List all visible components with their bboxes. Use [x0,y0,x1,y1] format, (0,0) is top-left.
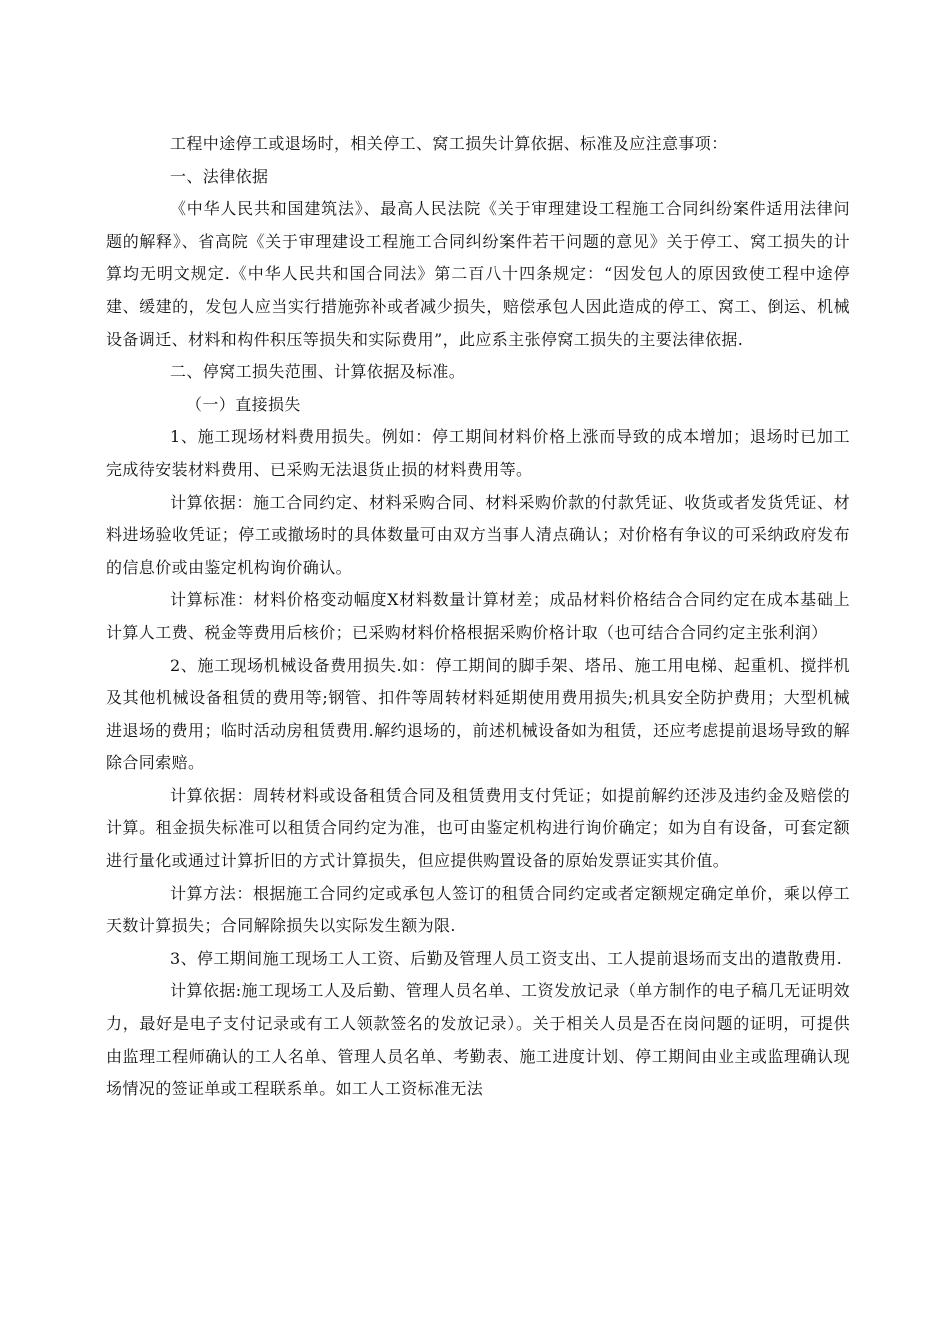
item3-paragraph: 3、停工期间施工现场工人工资、后勤及管理人员工资支出、工人提前退场而支出的遣散费用. [170,948,843,968]
item2-paragraph: 2、施工现场机械设备费用损失.如：停工期间的脚手架、塔吊、施工用电梯、起重机、搅拌机及其他机械设备租赁的费用等;钢管、扣件等周转材料延期使用费用损失;机具安全防护费用；大型机械进退场的费用；临时活动房租赁费用.解约退场的，前述机械设备如为租赁，还应考虑提前退场导致的解除合同索赔。 [106,655,850,773]
item1-standard-paragraph: 计算标准：材料价格变动幅度X材料数量计算材差；成品材料价格结合合同约定在成本基础上计算人工费、税金等费用后核价；已采购材料价格根据采购价格计取（也可结合合同约定主张利润） [106,590,850,642]
item2-method-paragraph: 计算方法：根据施工合同约定或承包人签订的租赁合同约定或者定额规定确定单价，乘以停工天数计算损失；合同解除损失以实际发生额为限. [106,883,850,936]
intro-paragraph: 工程中途停工或退场时，相关停工、窝工损失计算依据、标准及应注意事项： [170,134,728,153]
item2-basis-paragraph: 计算依据：周转材料或设备租赁合同及租赁费用支付凭证；如提前解约还涉及违约金及赔偿的计算。租金损失标准可以租赁合同约定为准，也可由鉴定机构进行询价确定；如为自有设备，可套定额进行量化或通过计算折旧的方式计算损失，但应提供购置设备的原始发票证实其价值。 [106,785,850,871]
item1-basis-paragraph: 计算依据：施工合同约定、材料采购合同、材料采购价款的付款凭证、收货或者发货凭证、材料进场验收凭证；停工或撤场时的具体数量可由双方当事人清点确认；对价格有争议的可采纳政府发布的信息价或由鉴定机构询价确认。 [106,492,850,577]
subsection1-heading: （一）直接损失 [186,394,301,414]
document-body [106,128,850,1106]
section1-body: 《中华人民共和国建筑法》、最高人民法院《关于审理建设工程施工合同纠纷案件适用法律问题的解释》、省高院《关于审理建设工程施工合同纠纷案件若干问题的意见》关于停工、窝工损失的计算均无明文规定.《中华人民共和国合同法》第二百八十四条规定：“因发包人的原因致使工程中途停建、缓建的，发包人应当实行措施弥补或者减少损失，赔偿承包人因此造成的停工、窝工、倒运、机械设备调迁、材料和构件积压等损失和实际费用”，此应系主张停窝工损失的主要法律依据. [106,199,850,349]
section1-heading: 一、法律依据 [170,166,269,186]
section2-heading: 二、停窝工损失范围、计算依据及标准。 [170,362,466,382]
item3-basis-paragraph: 计算依据:施工现场工人及后勤、管理人员名单、工资发放记录（单方制作的电子稿几无证明效力，最好是电子支付记录或有工人领款签名的发放记录）。关于相关人员是否在岗问题的证明，可提供由监理工程师确认的工人名单、管理人员名单、考勤表、施工进度计划、停工期间由业主或监理确认现场情况的签证单或工程联系单。如工人工资标准无法 [106,981,850,1099]
item1-paragraph: 1、施工现场材料费用损失。例如：停工期间材料价格上涨而导致的成本增加；退场时已加工完成待安装材料费用、已采购无法退货止损的材料费用等。 [106,427,850,479]
